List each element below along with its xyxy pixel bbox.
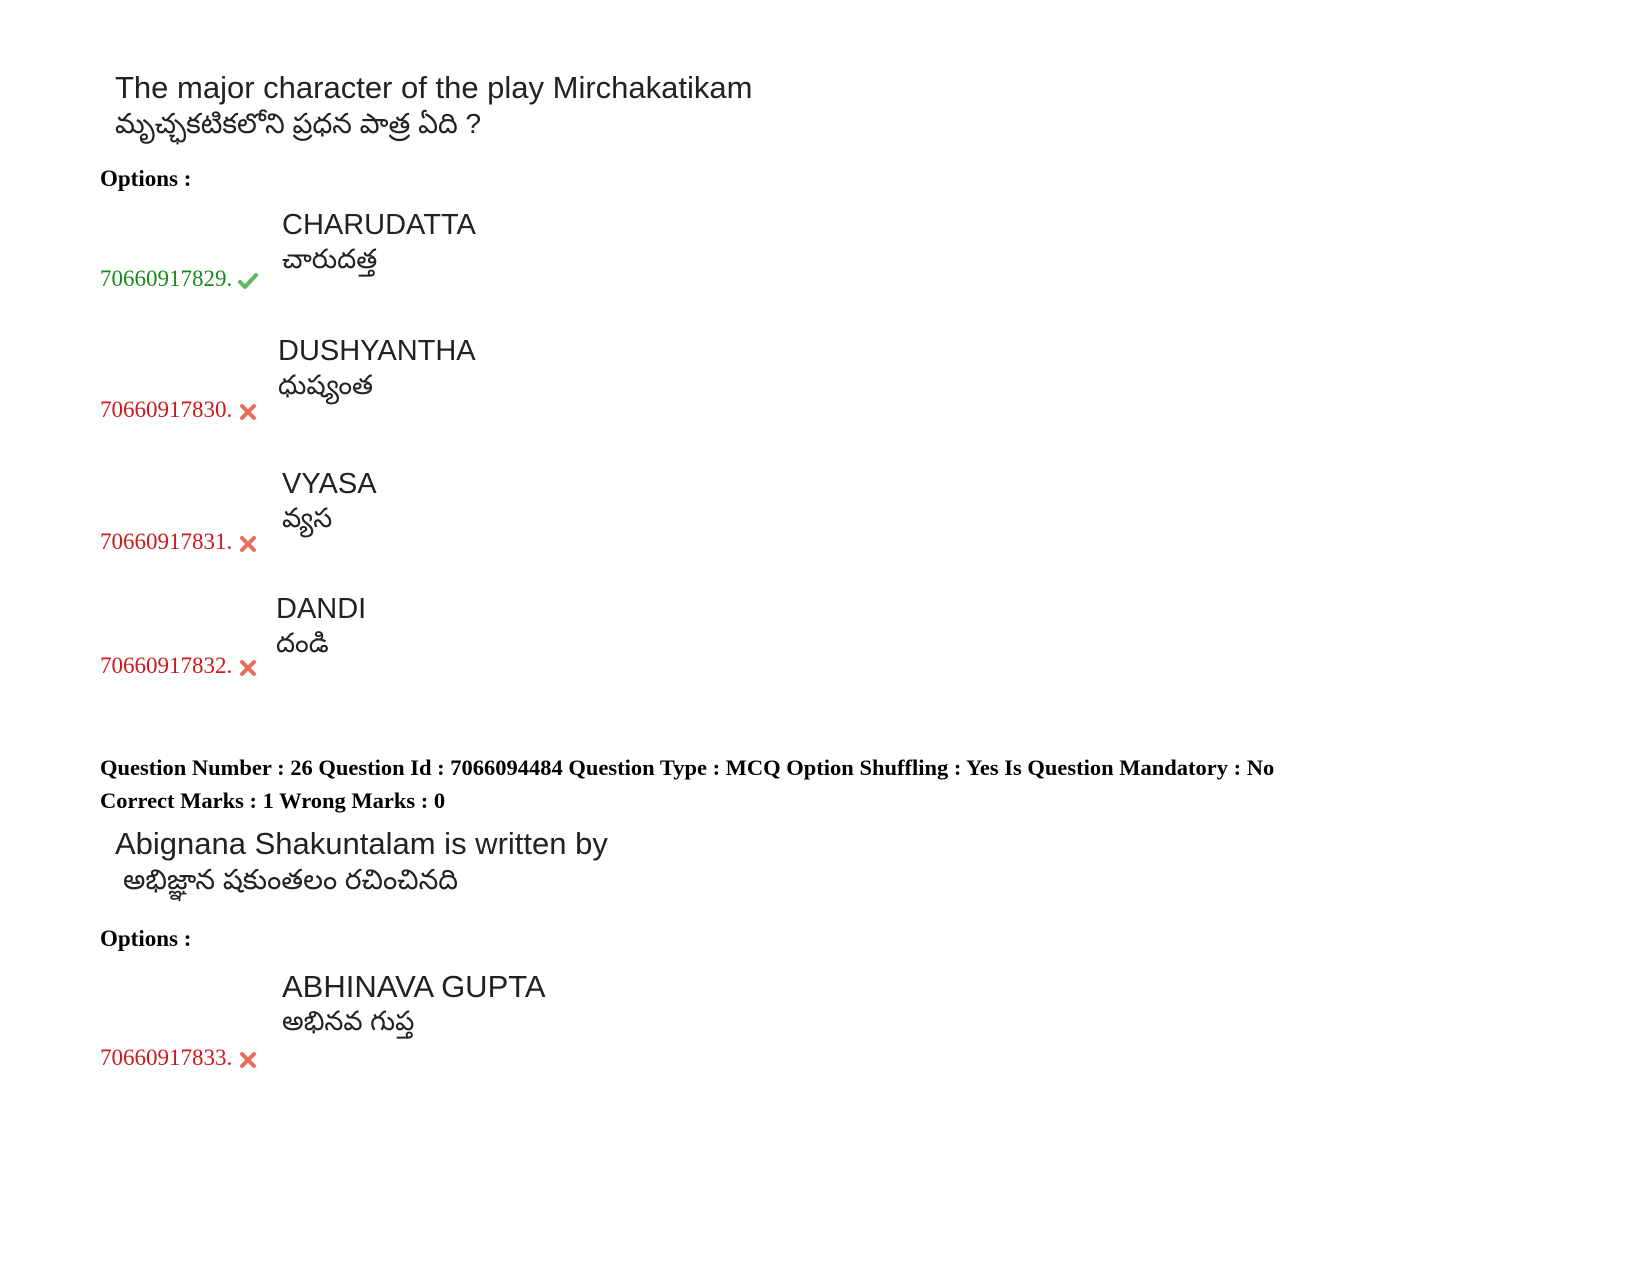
question-2-text bbox=[115, 826, 608, 896]
option-id bbox=[100, 1045, 258, 1071]
options-label-q1: Options : bbox=[100, 166, 192, 191]
check-icon bbox=[238, 271, 258, 291]
cross-icon bbox=[238, 658, 258, 678]
option-telugu: చారుదత్త bbox=[282, 243, 378, 274]
question-1-text bbox=[115, 70, 752, 140]
question-meta-line-1: Question Number : 26 Question Id : 7066094484 Question Type : MCQ Option Shuffling : Yes Is Question Mandatory : No bbox=[100, 755, 1275, 780]
option-content bbox=[282, 467, 377, 534]
option-content bbox=[282, 968, 546, 1038]
question-1-telugu: మృచ్ఛకటికలోని ప్రధన పాత్ర ఏది ? bbox=[115, 107, 482, 139]
option-id-text: 70660917831. bbox=[100, 529, 233, 554]
question-2-english: Abignana Shakuntalam is written by bbox=[115, 826, 608, 861]
option-english: DANDI bbox=[276, 593, 367, 625]
option-content bbox=[278, 334, 476, 401]
option-telugu: వ్యస bbox=[282, 502, 333, 533]
option-english: DUSHYANTHA bbox=[278, 335, 476, 367]
option-telugu: ధుష్యంత bbox=[278, 369, 374, 400]
cross-icon bbox=[238, 534, 258, 554]
option-id bbox=[100, 266, 258, 292]
option-id-text: 70660917833. bbox=[100, 1045, 233, 1070]
option-content bbox=[282, 208, 476, 275]
option-content bbox=[276, 592, 366, 659]
option-english: ABHINAVA GUPTA bbox=[282, 969, 546, 1004]
option-telugu: అభినవ గుప్త bbox=[282, 1006, 415, 1037]
option-id bbox=[100, 529, 258, 555]
option-id bbox=[100, 653, 258, 679]
question-1-english: The major character of the play Mirchakatikam bbox=[115, 70, 753, 105]
question-meta-line-2: Correct Marks : 1 Wrong Marks : 0 bbox=[100, 788, 446, 813]
option-english: VYASA bbox=[282, 468, 377, 500]
options-label-q2: Options : bbox=[100, 926, 192, 951]
option-id-text: 70660917830. bbox=[100, 397, 233, 422]
question-2-telugu: అభిజ్ఞాన షకుంతలం రచించినది bbox=[123, 863, 459, 895]
cross-icon bbox=[238, 402, 258, 422]
option-id-text: 70660917832. bbox=[100, 653, 233, 678]
cross-icon bbox=[238, 1050, 258, 1070]
option-id-text: 70660917829. bbox=[100, 266, 233, 291]
option-id bbox=[100, 397, 258, 423]
option-english: CHARUDATTA bbox=[282, 209, 476, 241]
option-telugu: దండి bbox=[276, 627, 329, 658]
